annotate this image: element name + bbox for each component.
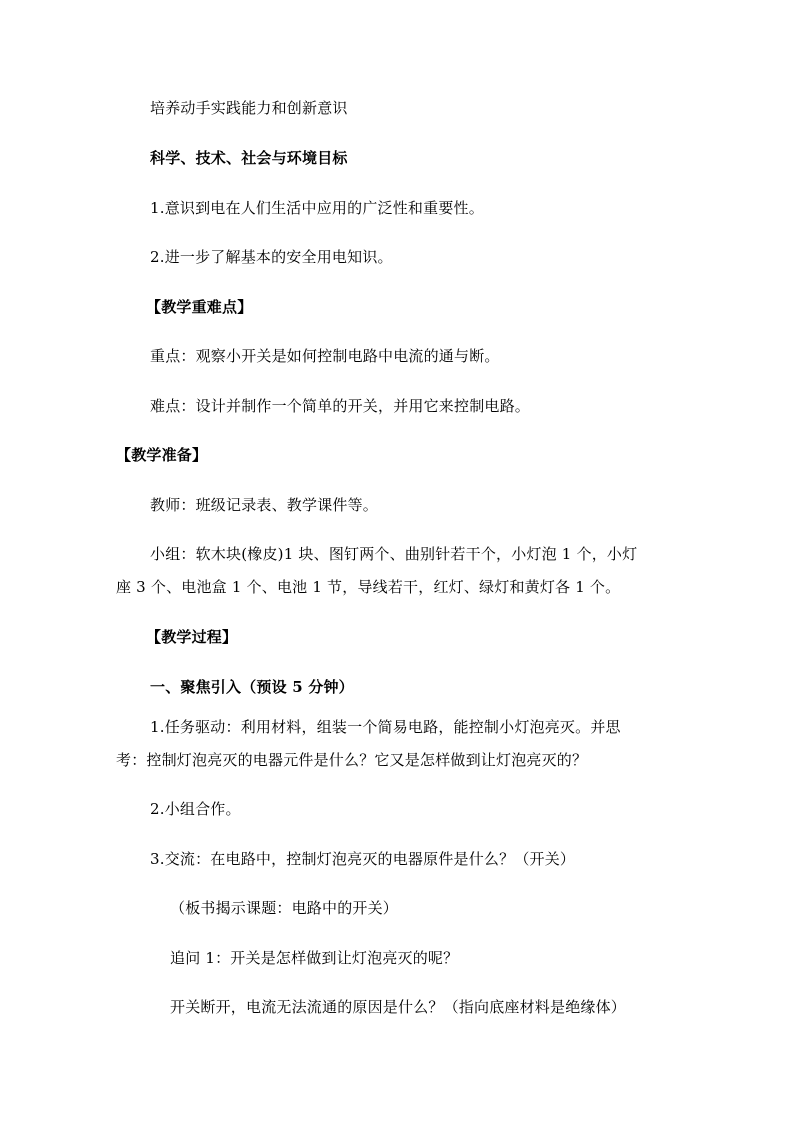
text-line-question-2: 开关断开，电流无法流通的原因是什么？（指向底座材料是绝缘体） [170,998,627,1016]
heading-key-points: 【教学重难点】 [146,298,253,316]
text-line-teacher-prep: 教师：班级记录表、教学课件等。 [150,496,379,514]
text-line-difficulty: 难点：设计并制作一个简单的开关，并用它来控制电路。 [150,397,531,415]
text-line-exchange: 3.交流：在电路中，控制灯泡亮灭的电器原件是什么？（开关） [150,850,576,868]
text-line-skill-goal: 培养动手实践能力和创新意识 [150,99,348,117]
text-line-goal-1: 1.意识到电在人们生活中应用的广泛性和重要性。 [150,199,484,217]
text-line-question-1: 追问 1：开关是怎样做到让灯泡亮灭的呢？ [170,949,459,967]
heading-section-1: 一、聚焦引入（预设 5 分钟） [150,678,354,696]
heading-sts-goals: 科学、技术、社会与环境目标 [150,149,348,167]
text-line-board-title: （板书揭示课题：电路中的开关） [170,899,399,917]
heading-process: 【教学过程】 [146,628,238,646]
heading-preparation: 【教学准备】 [116,446,208,464]
text-line-key-point: 重点：观察小开关是如何控制电路中电流的通与断。 [150,347,500,365]
text-line-goal-2: 2.进一步了解基本的安全用电知识。 [150,248,393,266]
text-line-group-prep-2: 座 3 个、电池盒 1 个、电池 1 节，导线若干，红灯、绿灯和黄灯各 1 个。 [116,578,621,596]
text-line-group-prep-1: 小组：软木块(橡皮)1 块、图钉两个、曲别针若干个，小灯泡 1 个，小灯 [150,545,638,563]
text-line-task-1: 1.任务驱动：利用材料，组装一个简易电路，能控制小灯泡亮灭。并思 [150,718,621,736]
text-line-task-2: 考：控制灯泡亮灭的电器元件是什么？它又是怎样做到让灯泡亮灭的？ [116,751,588,769]
text-line-group-work: 2.小组合作。 [150,800,241,818]
